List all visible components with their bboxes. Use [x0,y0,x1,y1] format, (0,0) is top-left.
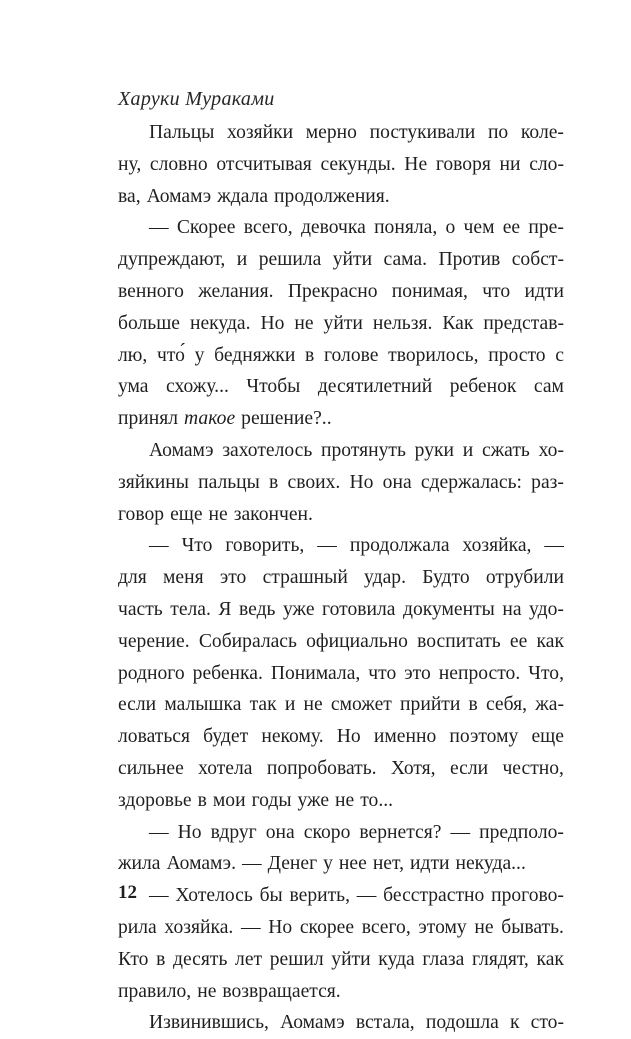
text-line [118,181,564,213]
word: жила [118,853,161,875]
word: девочка [300,217,366,239]
word: Но [336,726,361,748]
word: не [335,789,355,811]
word: Что [181,535,213,557]
word: что́ [157,344,185,366]
word: возвращается. [222,980,341,1002]
word: раз- [531,471,564,493]
word: хо- [538,439,564,461]
word: глядят, [472,948,529,970]
word: она [382,471,412,493]
word: решение?.. [241,408,332,430]
word: прийти [400,694,461,716]
word: нет, [372,853,404,875]
word: принял [118,408,179,430]
word: непросто. [438,662,521,684]
word: лет [235,948,263,970]
text-line [118,117,564,149]
word: хотела [198,757,253,779]
word: страшный [262,567,348,589]
word: этому [418,916,467,938]
word: десять [173,948,228,970]
word: сто- [530,1012,564,1034]
text-line [118,689,564,721]
text-line [118,912,564,944]
word: предполо- [479,821,564,843]
word: Прекрасно [287,280,378,302]
word: и [236,249,248,271]
word: прогово- [491,885,564,907]
body-text [118,117,564,1039]
text-line [118,626,564,658]
word: творилось, [388,344,479,366]
text-line [118,562,564,594]
word: у [323,853,333,875]
word: ну, [118,153,142,175]
word: своих. [287,471,341,493]
word: Собиралась [198,630,297,652]
word: Но [177,821,202,843]
word: Скорее [176,217,236,239]
word: жа- [535,694,564,716]
word: отсчитывая [216,153,312,175]
word: всего, [243,217,293,239]
text-line [118,212,564,244]
word: собст- [511,249,564,271]
word: лю, [118,344,148,366]
word: вдруг [210,821,257,843]
word: удо- [529,598,564,620]
word: если [118,694,157,716]
word: больше [118,312,181,334]
word: — [149,535,169,557]
word: меня [163,567,204,589]
word: сильнее [118,757,184,779]
word: так [249,694,277,716]
word: решил [269,948,324,970]
word: встала, [355,1012,415,1034]
word: правило, [118,980,192,1002]
word: глаза [422,948,465,970]
word: Будто [422,567,470,589]
word: малышка [164,694,242,716]
text-line [118,435,564,467]
word: готовила [322,598,396,620]
text-line [118,371,564,403]
word: ее [509,630,528,652]
word: дупреждают, [118,249,226,271]
word: некуда... [455,853,526,875]
page-number: 12 [118,882,137,903]
word: решила [258,249,322,271]
word: тела. [170,598,211,620]
word: венного [118,280,184,302]
word: бы [259,885,283,907]
word: — [450,821,471,843]
word: голове [323,344,379,366]
word: Я [218,598,232,620]
word: ва, [118,185,141,207]
word: ребенка. [192,662,263,684]
word: Понимала, [270,662,361,684]
text-line [118,340,564,372]
word: уже [283,598,315,620]
word: — [544,535,564,557]
word: продолжала [349,535,450,557]
word: всего, [361,916,411,938]
running-header-author: Харуки Мураками [118,88,275,110]
word: некому. [261,726,324,748]
word: она [265,821,295,843]
word: нельзя. [372,312,433,334]
word: будет [203,726,249,748]
word: — [242,853,262,875]
word: ни [499,153,521,175]
word: сло- [529,153,564,175]
word: бедняжки [214,344,296,366]
text-line [118,530,564,562]
word: Хотелось [175,885,253,907]
word: в [156,948,166,970]
text-line [118,467,564,499]
word: говорить, [225,535,305,557]
word: понимая, [391,280,468,302]
word: идти [409,853,450,875]
word: как [536,630,564,652]
word: говоря [435,153,491,175]
word: рила [118,916,157,938]
word: сдержалась: [420,471,522,493]
word: просто [488,344,546,366]
word: ее [502,217,521,239]
word: и [284,694,296,716]
word: бесстрастно [383,885,485,907]
word: пальцы [198,471,260,493]
word: Аомамэ [149,439,214,461]
word: хозяйки [227,122,294,143]
word: воспитать [417,630,501,652]
text-line [118,403,564,435]
word: верить, [289,885,351,907]
word: — [356,885,377,907]
word: поняла, [374,217,438,239]
word: вернется? [359,821,442,843]
word: ума [118,376,149,398]
word: идти [524,280,564,302]
word: и [462,439,474,461]
word: протянуть [321,439,406,461]
word: это [219,567,247,589]
word: Хотя, [390,757,436,779]
word: уйти [332,249,373,271]
word: ждала [217,185,269,207]
word: Что, [528,662,564,684]
emphasized-word: такое [184,408,236,430]
word: Не [404,153,428,175]
text-line [118,721,564,753]
text-line [118,817,564,849]
word: коле- [520,122,564,143]
word: говор [118,503,165,525]
word: Но [260,312,285,334]
word: сам [533,376,564,398]
word: поэтому [449,726,519,748]
text-line [118,499,564,531]
word: попробовать. [266,757,377,779]
word: чем [463,217,495,239]
word: Кто [118,948,149,970]
word: ловаться [118,726,190,748]
word: уйти [331,948,371,970]
word: Чтобы [246,376,301,398]
text-line [118,149,564,181]
word: еще [170,503,203,525]
word: часть [118,598,163,620]
word: для [118,567,147,589]
word: — [149,821,169,843]
word: желания. [198,280,274,302]
text-line [118,753,564,785]
word: сама. [383,249,428,271]
word: годы [251,789,292,811]
word: Как [442,312,474,334]
word: как [536,948,564,970]
word: закончен. [233,503,313,525]
word: Против [438,249,501,271]
word: на [502,598,522,620]
word: к [510,1012,520,1034]
word: пре- [528,217,564,239]
word: куда [378,948,415,970]
word: здоровье [118,789,192,811]
word: ребенок [449,376,517,398]
word: Но [349,471,374,493]
word: секунды. [320,153,396,175]
word: — [317,535,337,557]
word: Пальцы [149,122,215,143]
text-line [118,594,564,626]
word: Извинившись, [149,1012,269,1034]
word: в [468,694,478,716]
word: не [303,694,323,716]
word: себя, [486,694,528,716]
word: если [449,757,489,779]
text-line [118,785,564,817]
word: не [294,312,314,334]
word: уйти [323,312,363,334]
word: продолжения. [274,185,390,207]
word: Аомамэ. [166,853,236,875]
word: подошла [425,1012,499,1034]
word: не [208,503,228,525]
word: отрубили [485,567,564,589]
text-line [118,944,564,976]
word: зяйкины [118,471,189,493]
word: — [240,916,261,938]
text-line [118,976,564,1008]
word: уже [297,789,330,811]
text-line [118,1007,564,1039]
text-line [118,848,564,880]
word: словно [149,153,208,175]
word: в [305,344,315,366]
word: не [197,980,217,1002]
word: не [474,916,494,938]
word: скоро [303,821,351,843]
word: постукивали [369,122,476,143]
word: что [482,280,511,302]
word: Но [268,916,293,938]
word: хозяйка. [164,916,234,938]
text-line [118,658,564,690]
word: удар. [364,567,406,589]
word: у [194,344,205,366]
word: схожу... [166,376,229,398]
word: руки [414,439,454,461]
word: ведь [239,598,276,620]
word: это [404,662,431,684]
word: честно, [502,757,564,779]
word: скорее [299,916,355,938]
word: хозяйка, [462,535,532,557]
word: сможет [330,694,392,716]
word: некуда. [189,312,251,334]
text-line [118,308,564,340]
word: Аомамэ [146,185,212,207]
word: нее [338,853,367,875]
word: захотелось [222,439,313,461]
text-line [118,244,564,276]
word: Аомамэ [280,1012,345,1034]
word: именно [373,726,437,748]
word: Денег [267,853,318,875]
word: еще [531,726,564,748]
word: что [368,662,397,684]
word: — [149,885,169,907]
word: мерно [305,122,357,143]
word: черение. [118,630,190,652]
word: то... [360,789,394,811]
word: — [149,217,169,239]
text-line [118,276,564,308]
word: в [197,789,207,811]
word: бывать. [501,916,564,938]
word: официально [306,630,408,652]
text-line [118,880,564,912]
word: документы [402,598,495,620]
word: по [487,122,509,143]
word: представ- [483,312,564,334]
word: десятилетний [317,376,433,398]
word: в [269,471,279,493]
word: родного [118,662,185,684]
word: мои [212,789,246,811]
word: сжать [481,439,530,461]
word: с [555,344,564,366]
word: о [445,217,456,239]
